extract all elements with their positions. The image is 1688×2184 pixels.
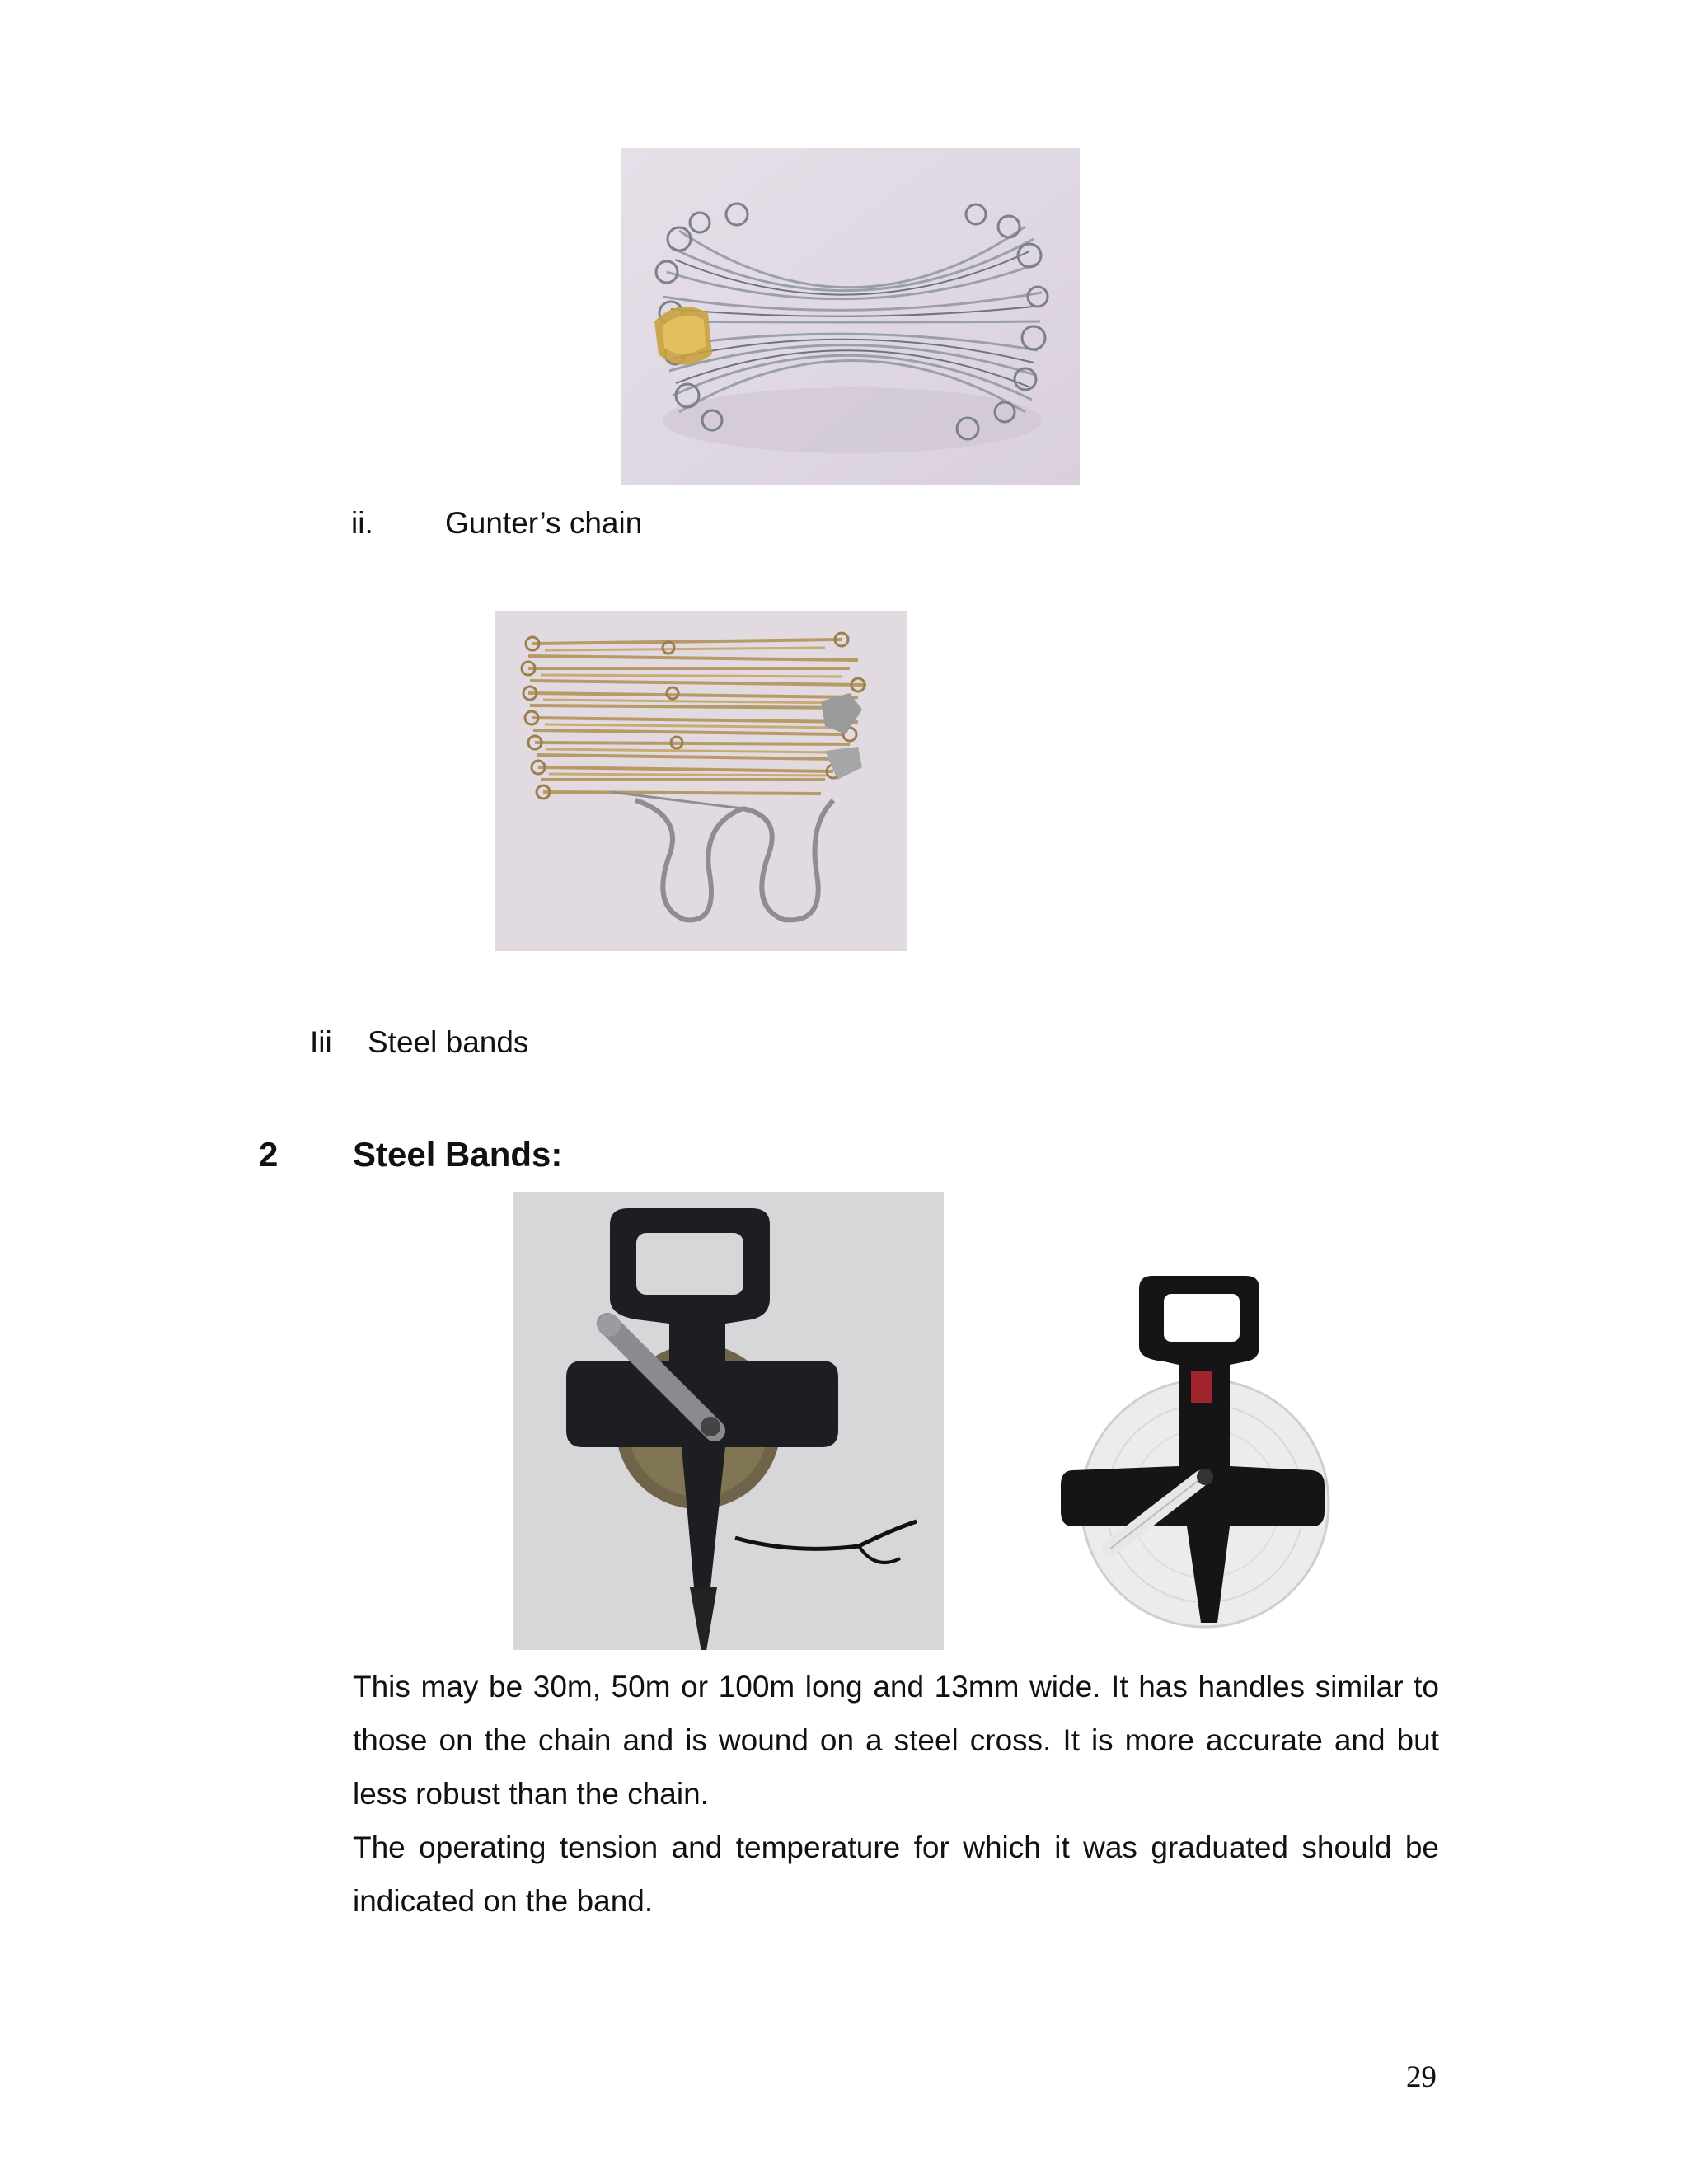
figure-number: Iii <box>310 1025 332 1059</box>
fibre-tape-reel-photo <box>1040 1264 1368 1652</box>
figure-caption: Gunter’s chain <box>445 506 643 540</box>
paragraph: This may be 30m, 50m or 100m long and 13mm wide. It has handles similar to those on the chain and is wound on a steel cross. It is more accurate and but less robust than the chain. <box>353 1670 1439 1811</box>
section-title: Steel Bands: <box>353 1135 563 1174</box>
body-text <box>353 1660 1439 1928</box>
metal-chain-photo <box>621 148 1080 485</box>
gunters-chain-photo <box>495 611 907 951</box>
steel-band-reel-photo <box>513 1192 944 1650</box>
figure-caption: Steel bands <box>368 1025 529 1059</box>
paragraph: The operating tension and temperature for which it was graduated should be indicated on the band. <box>353 1830 1439 1918</box>
page-number: 29 <box>1406 2060 1437 2094</box>
figure-number: ii. <box>351 506 373 540</box>
section-number: 2 <box>259 1135 279 1174</box>
